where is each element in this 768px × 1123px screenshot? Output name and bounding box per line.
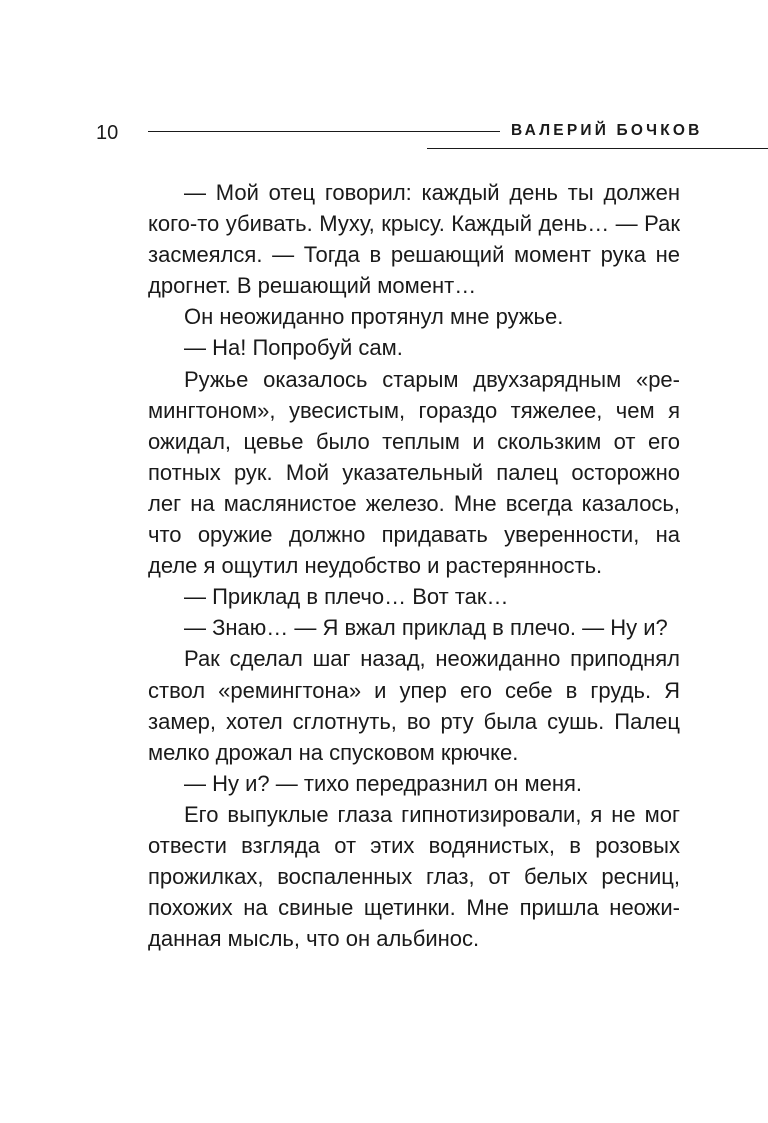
- paragraph: — Мой отец говорил: каждый день ты должен кого-то убивать. Муху, крысу. Каждый день… — Рак засмеялся. — Тогда в решающий момент рука не дрогнет. В решающий момент…: [148, 180, 680, 299]
- paragraph: Он неожиданно протянул мне ружье.: [184, 304, 564, 330]
- paragraph: — Приклад в плечо… Вот так…: [184, 584, 509, 610]
- header-rule-left: [148, 131, 500, 132]
- header-rule-right: [427, 148, 768, 149]
- paragraph: — Ну и? — тихо передразнил он меня.: [184, 770, 583, 796]
- paragraph: Его выпуклые глаза гипнотизировали, я не мог отвести взгляда от этих водянистых, в розовых прожилках, воспаленных глаз, от белых ресниц, похожих на свиные щетинки. Мне пришла неожиданная мысль, что он альбинос.: [148, 801, 680, 952]
- running-head-author: ВАЛЕРИЙ БОЧКОВ: [511, 122, 703, 139]
- paragraph: — На! Попробуй сам.: [184, 335, 403, 361]
- paragraph: Рак сделал шаг назад, неожиданно приподнял ствол «ремингтона» и упер его себе в грудь. Я замер, хотел сглотнуть, во рту была сушь. Палец мелко дрожал на спусковом крючке.: [148, 646, 680, 765]
- page-number: 10: [96, 122, 119, 144]
- paragraph: Ружье оказалось старым двухзарядным «ремингтоном», увесистым, гораздо тяжелее, чем я ожидал, цевье было теплым и скользким от его потных рук. Мой указательный палец осторожно лег на маслянистое железо. Мне всегда казалось, что оружие должно придавать уверенности, на деле я ощутил неудобство и растерянность.: [148, 366, 680, 579]
- body-text: [148, 177, 680, 954]
- paragraph: — Знаю… — Я вжал приклад в плечо. — Ну и?: [184, 615, 668, 641]
